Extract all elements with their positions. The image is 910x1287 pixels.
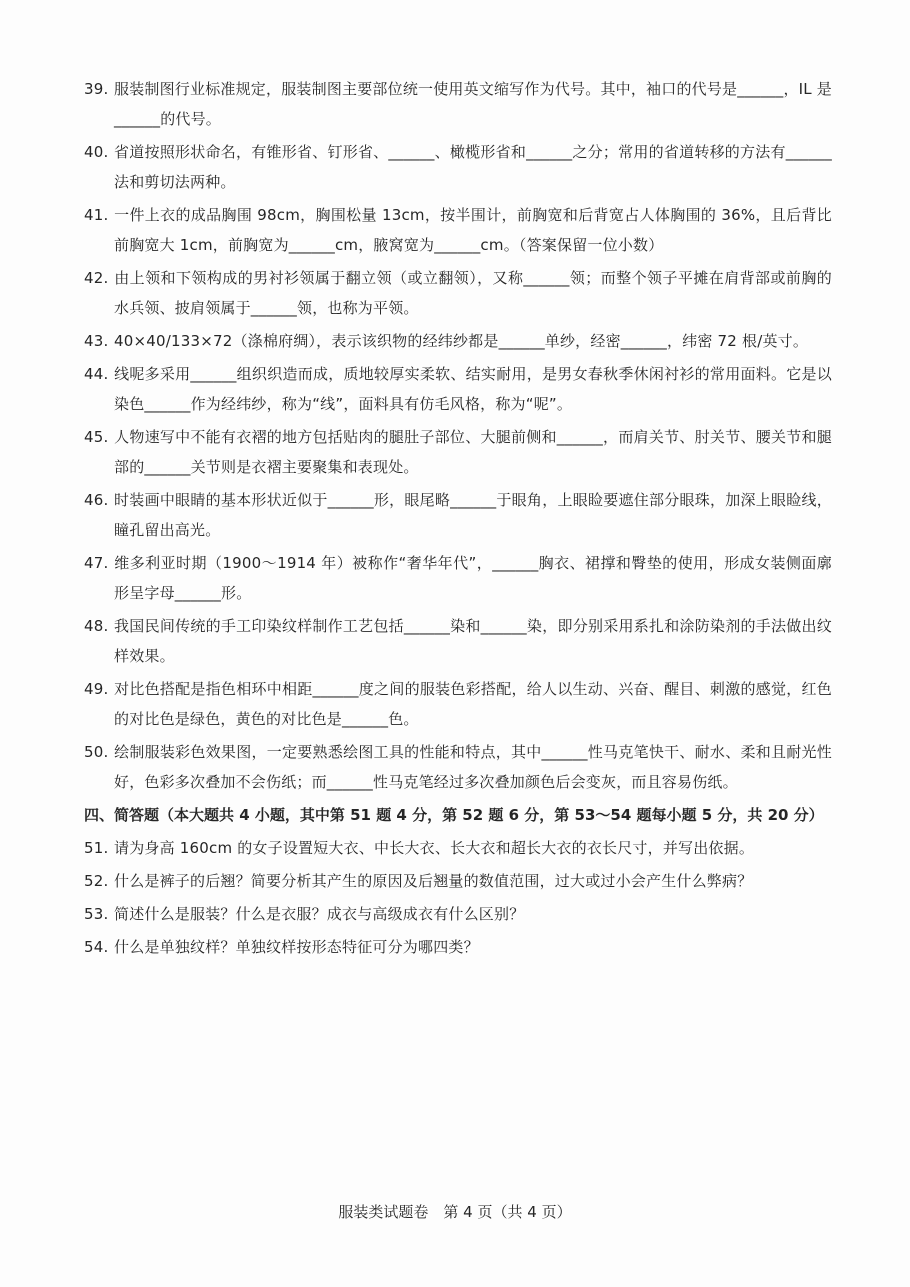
question-number: 45.: [84, 428, 109, 446]
question-40: [84, 137, 832, 197]
question-number: 53.: [84, 905, 109, 923]
question-50: [84, 737, 832, 797]
question-text: 由上领和下领构成的男衬衫领属于翻立领（或立翻领），又称______领；而整个领子平摊在肩背部或前胸的水兵领、披肩领属于______领，也称为平领。: [114, 269, 832, 317]
question-54: [84, 932, 832, 962]
question-51: [84, 833, 832, 863]
question-text: 什么是裤子的后翘？简要分析其产生的原因及后翘量的数值范围，过大或过小会产生什么弊病？: [114, 872, 753, 890]
question-number: 47.: [84, 554, 109, 572]
question-text: 我国民间传统的手工印染纹样制作工艺包括______染和______染，即分别采用系扎和涂防染剂的手法做出纹样效果。: [114, 617, 832, 665]
question-text: 简述什么是服装？什么是衣服？成衣与高级成衣有什么区别？: [114, 905, 525, 923]
question-text: 省道按照形状命名，有锥形省、钉形省、______、橄榄形省和______之分；常用的省道转移的方法有______法和剪切法两种。: [114, 143, 832, 191]
question-49: [84, 674, 832, 734]
question-text: 绘制服装彩色效果图，一定要熟悉绘图工具的性能和特点，其中______性马克笔快干、耐水、柔和且耐光性好，色彩多次叠加不会伤纸；而______性马克笔经过多次叠加颜色后会变灰，而且容易伤纸。: [114, 743, 832, 791]
question-number: 51.: [84, 839, 109, 857]
question-43: [84, 326, 832, 356]
question-48: [84, 611, 832, 671]
question-text: 时装画中眼睛的基本形状近似于______形，眼尾略______于眼角，上眼睑要遮住部分眼珠，加深上眼睑线，瞳孔留出高光。: [114, 491, 832, 539]
question-number: 41.: [84, 206, 109, 224]
question-number: 49.: [84, 680, 109, 698]
question-text: 人物速写中不能有衣褶的地方包括贴肉的腿肚子部位、大腿前侧和______，而肩关节、肘关节、腰关节和腿部的______关节则是衣褶主要聚集和表现处。: [114, 428, 832, 476]
question-number: 52.: [84, 872, 109, 890]
page-footer: 服装类试题卷 第 4 页（共 4 页）: [338, 1203, 572, 1221]
question-44: [84, 359, 832, 419]
question-text: 请为身高 160cm 的女子设置短大衣、中长大衣、长大衣和超长大衣的衣长尺寸，并写出依据。: [114, 839, 755, 857]
section-heading: 四、简答题（本大题共 4 小题，其中第 51 题 4 分，第 52 题 6 分，第 53～54 题每小题 5 分，共 20 分）: [84, 806, 824, 824]
question-text: 维多利亚时期（1900～1914 年）被称作“奢华年代”，______胸衣、裙撑和臀垫的使用，形成女装侧面廓形呈字母______形。: [114, 554, 832, 602]
question-number: 40.: [84, 143, 109, 161]
question-52: [84, 866, 832, 896]
question-41: [84, 200, 832, 260]
question-text: 线呢多采用______组织织造而成，质地较厚实柔软、结实耐用，是男女春秋季休闲衬衫的常用面料。它是以染色______作为经纬纱，称为“线”，面料具有仿毛风格，称为“呢”。: [114, 365, 832, 413]
question-number: 48.: [84, 617, 109, 635]
question-text: 服装制图行业标准规定，服装制图主要部位统一使用英文缩写作为代号。其中，袖口的代号是______，IL 是______的代号。: [114, 80, 832, 128]
question-45: [84, 422, 832, 482]
question-number: 43.: [84, 332, 109, 350]
question-46: [84, 485, 832, 545]
question-47: [84, 548, 832, 608]
question-number: 39.: [84, 80, 109, 98]
question-text: 对比色搭配是指色相环中相距______度之间的服装色彩搭配，给人以生动、兴奋、醒目、刺激的感觉，红色的对比色是绿色，黄色的对比色是______色。: [114, 680, 832, 728]
question-text: 40×40/133×72（涤棉府绸），表示该织物的经纬纱都是______单纱，经密______，纬密 72 根/英寸。: [114, 332, 809, 350]
question-39: [84, 74, 832, 134]
question-number: 54.: [84, 938, 109, 956]
question-53: [84, 899, 832, 929]
question-42: [84, 263, 832, 323]
question-number: 50.: [84, 743, 109, 761]
question-number: 44.: [84, 365, 109, 383]
question-text: 一件上衣的成品胸围 98cm，胸围松量 13cm，按半围计，前胸宽和后背宽占人体胸围的 36%，且后背比前胸宽大 1cm，前胸宽为______cm，腋窝宽为______cm。（答案保留一位小数）: [114, 206, 832, 254]
question-text: 什么是单独纹样？单独纹样按形态特征可分为哪四类？: [114, 938, 479, 956]
question-number: 46.: [84, 491, 109, 509]
question-number: 42.: [84, 269, 109, 287]
exam-content: [84, 74, 832, 965]
